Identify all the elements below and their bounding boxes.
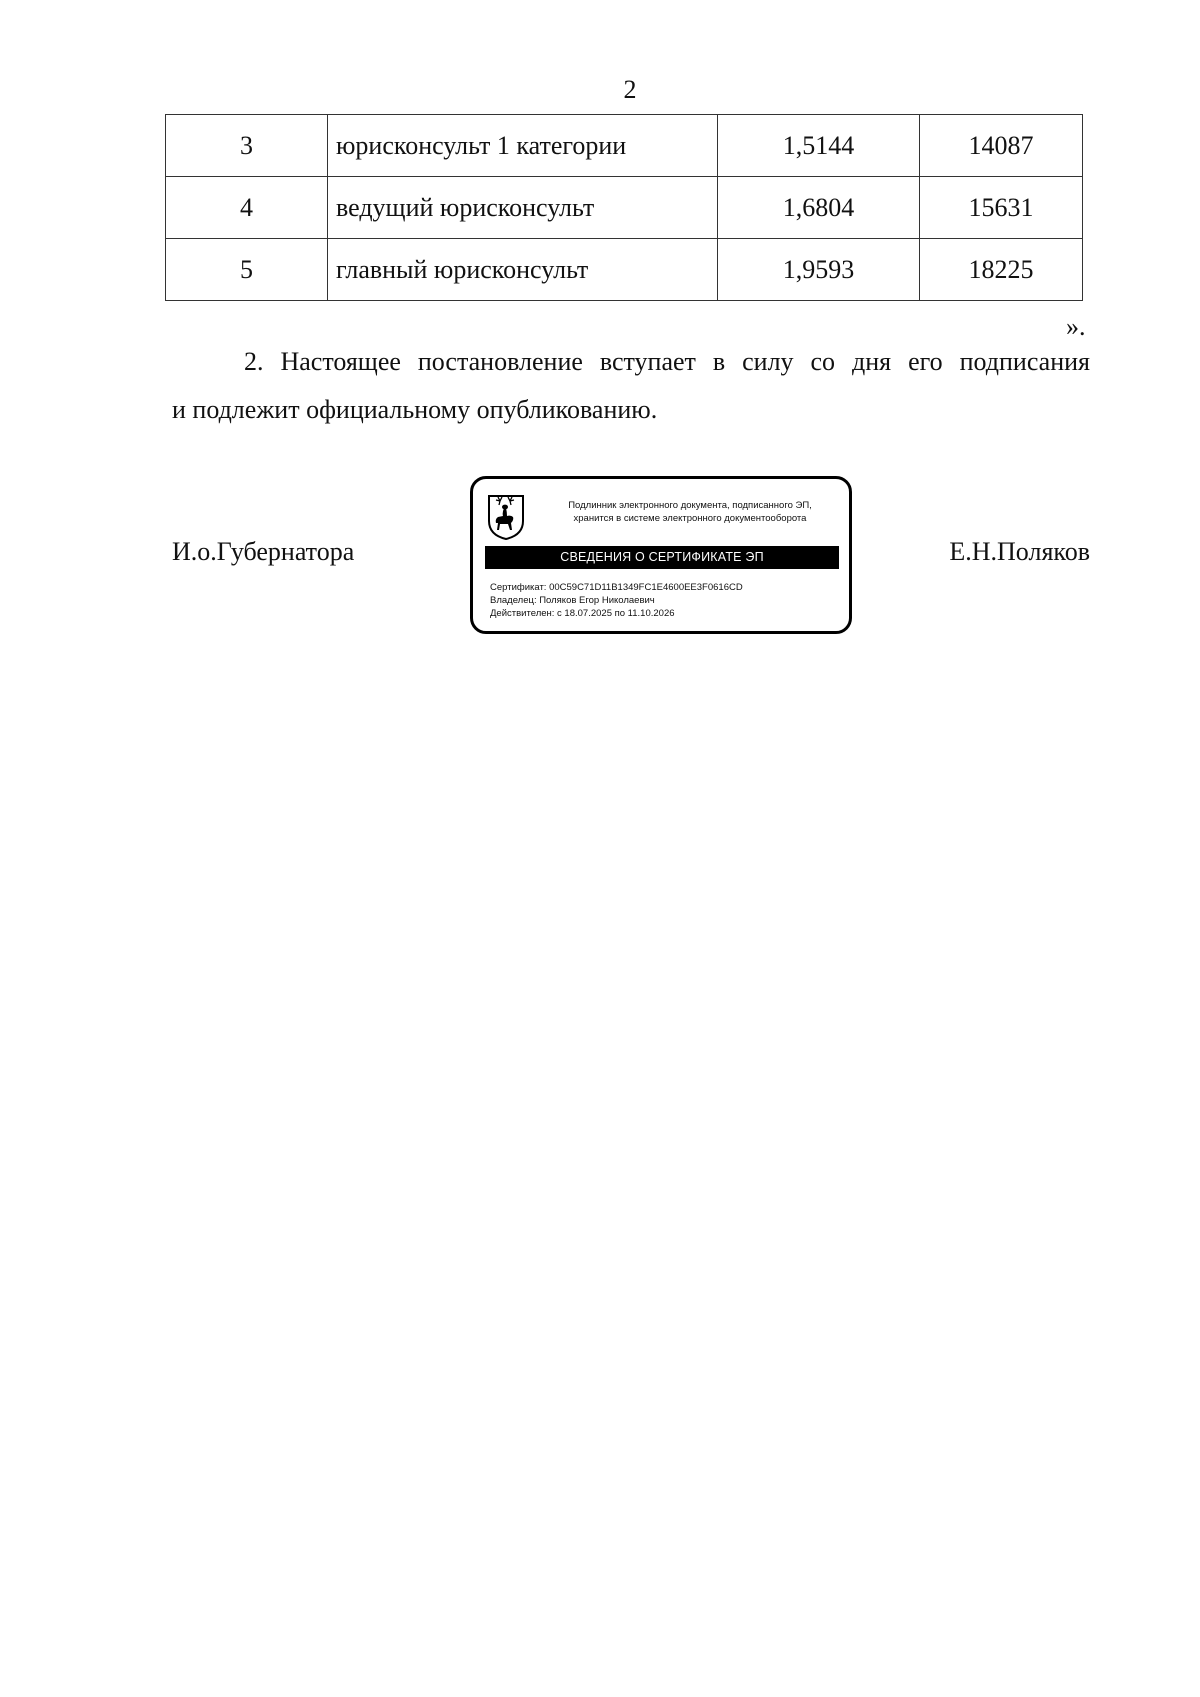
table-row <box>166 177 1083 239</box>
salary: 15631 <box>920 177 1083 239</box>
closing-quote: ». <box>1066 312 1086 341</box>
electronic-signature-stamp <box>470 476 852 634</box>
certificate-details <box>490 581 743 620</box>
certificate-validity: Действителен: с 18.07.2025 по 11.10.2026 <box>490 608 675 619</box>
staff-salary-table <box>165 114 1083 301</box>
table-row <box>166 239 1083 301</box>
stamp-header <box>531 499 849 525</box>
deer-coat-of-arms-icon <box>486 493 526 541</box>
salary: 18225 <box>920 239 1083 301</box>
paragraph-line-1: 2. Настоящее постановление вступает в силу со дня его подписания <box>244 347 1090 376</box>
row-number: 5 <box>166 239 328 301</box>
coefficient: 1,5144 <box>718 115 920 177</box>
certificate-owner: Владелец: Поляков Егор Николаевич <box>490 595 655 606</box>
row-number: 3 <box>166 115 328 177</box>
coefficient: 1,6804 <box>718 177 920 239</box>
position-name: главный юрисконсульт <box>328 239 718 301</box>
certificate-info-bar: СВЕДЕНИЯ О СЕРТИФИКАТЕ ЭП <box>485 546 839 569</box>
stamp-header-line-1: Подлинник электронного документа, подписанного ЭП, <box>568 500 812 511</box>
salary: 14087 <box>920 115 1083 177</box>
page-number: 2 <box>623 75 637 104</box>
stamp-header-line-2: хранится в системе электронного документооборота <box>573 513 807 524</box>
certificate-number: Сертификат: 00C59C71D11B1349FC1E4600EE3F0616CD <box>490 582 743 593</box>
signatory-name: Е.Н.Поляков <box>949 537 1090 566</box>
position-name: ведущий юрисконсульт <box>328 177 718 239</box>
row-number: 4 <box>166 177 328 239</box>
coefficient: 1,9593 <box>718 239 920 301</box>
resolution-paragraph <box>172 338 1090 434</box>
paragraph-line-2: и подлежит официальному опубликованию. <box>172 395 658 424</box>
table-row <box>166 115 1083 177</box>
position-name: юрисконсульт 1 категории <box>328 115 718 177</box>
signatory-title: И.о.Губернатора <box>172 537 355 566</box>
